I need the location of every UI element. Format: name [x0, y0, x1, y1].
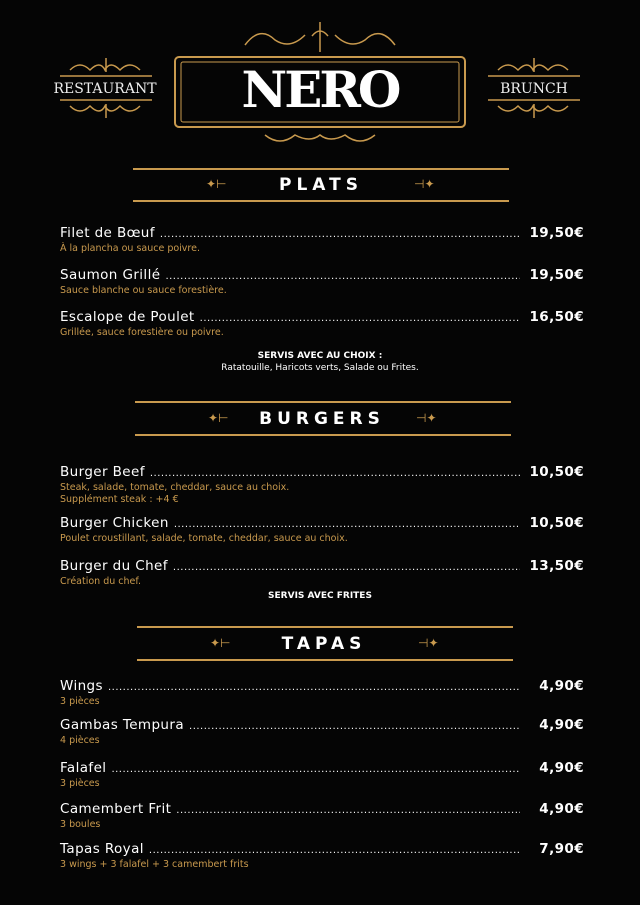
- item-desc: Steak, salade, tomate, cheddar, sauce au choix.: [60, 482, 290, 493]
- menu-item: [60, 678, 584, 708]
- section-title: BURGERS: [259, 409, 385, 429]
- menu-item: [60, 717, 584, 747]
- dot-leader: [189, 721, 520, 732]
- item-desc: 3 wings + 3 falafel + 3 camembert frits: [60, 859, 249, 870]
- divider: [133, 200, 509, 202]
- item-price: 16,50€: [529, 309, 584, 325]
- divider: [133, 168, 509, 170]
- flourish-icon: ⊣✦: [418, 636, 439, 650]
- menu-item: [60, 841, 584, 871]
- item-price: 7,90€: [539, 841, 584, 857]
- dot-leader: [174, 519, 520, 530]
- item-name: Saumon Grillé: [60, 267, 161, 283]
- divider: [135, 434, 511, 436]
- menu-item: [60, 760, 584, 790]
- item-desc: Grillée, sauce forestière ou poivre.: [60, 327, 224, 338]
- item-name: Filet de Bœuf: [60, 225, 155, 241]
- menu-item: [60, 225, 584, 255]
- item-name: Camembert Frit: [60, 801, 172, 817]
- dot-leader: [165, 271, 520, 282]
- item-price: 19,50€: [529, 225, 584, 241]
- item-price: 10,50€: [529, 464, 584, 480]
- note-title: SERVIS AVEC FRITES: [268, 591, 372, 601]
- item-desc: 3 pièces: [60, 778, 100, 789]
- item-name: Burger du Chef: [60, 558, 168, 574]
- item-name: Tapas Royal: [60, 841, 144, 857]
- brunch-label: BRUNCH: [500, 81, 568, 97]
- flourish-icon: ⊣✦: [416, 411, 437, 425]
- note-text: Ratatouille, Haricots verts, Salade ou Frites.: [221, 363, 419, 373]
- item-desc: Création du chef.: [60, 576, 142, 587]
- section-title: PLATS: [279, 175, 363, 195]
- logo: NERO: [241, 60, 399, 119]
- divider: [135, 401, 511, 403]
- flourish-icon: ✦⊢: [208, 411, 229, 425]
- note-title: SERVIS AVEC AU CHOIX :: [257, 351, 383, 361]
- item-name: Burger Chicken: [60, 515, 169, 531]
- restaurant-label: RESTAURANT: [53, 81, 157, 97]
- divider: [137, 659, 513, 661]
- dot-leader: [108, 682, 520, 693]
- flourish-icon: ⊣✦: [414, 177, 435, 191]
- item-name: Falafel: [60, 760, 107, 776]
- item-price: 4,90€: [539, 717, 584, 733]
- item-price: 10,50€: [529, 515, 584, 531]
- item-price: 4,90€: [539, 760, 584, 776]
- item-name: Burger Beef: [60, 464, 145, 480]
- menu-item: [60, 309, 584, 339]
- dot-leader: [111, 764, 520, 775]
- item-price: 4,90€: [539, 801, 584, 817]
- item-desc: 4 pièces: [60, 735, 100, 746]
- dot-leader: [149, 845, 520, 856]
- flourish-icon: ✦⊢: [210, 636, 231, 650]
- divider: [137, 626, 513, 628]
- dot-leader: [176, 805, 520, 816]
- item-price: 4,90€: [539, 678, 584, 694]
- dot-leader: [160, 229, 520, 240]
- flourish-icon: ✦⊢: [206, 177, 227, 191]
- menu-item: [60, 464, 584, 506]
- item-price: 13,50€: [529, 558, 584, 574]
- dot-leader: [150, 468, 520, 479]
- item-name: Wings: [60, 678, 103, 694]
- item-name: Escalope de Poulet: [60, 309, 195, 325]
- dot-leader: [173, 562, 520, 573]
- dot-leader: [200, 313, 520, 324]
- menu-item: [60, 515, 584, 545]
- section-title: TAPAS: [281, 634, 367, 654]
- item-desc: Supplément steak : +4 €: [60, 494, 179, 505]
- header: [0, 0, 640, 150]
- item-desc: À la plancha ou sauce poivre.: [60, 243, 200, 254]
- item-name: Gambas Tempura: [60, 717, 185, 733]
- menu-item: [60, 558, 584, 588]
- menu-item: [60, 801, 584, 831]
- item-desc: 3 boules: [60, 819, 101, 830]
- item-price: 19,50€: [529, 267, 584, 283]
- menu-item: [60, 267, 584, 297]
- item-desc: Poulet croustillant, salade, tomate, cheddar, sauce au choix.: [60, 533, 348, 544]
- item-desc: Sauce blanche ou sauce forestière.: [60, 285, 227, 296]
- item-desc: 3 pièces: [60, 696, 100, 707]
